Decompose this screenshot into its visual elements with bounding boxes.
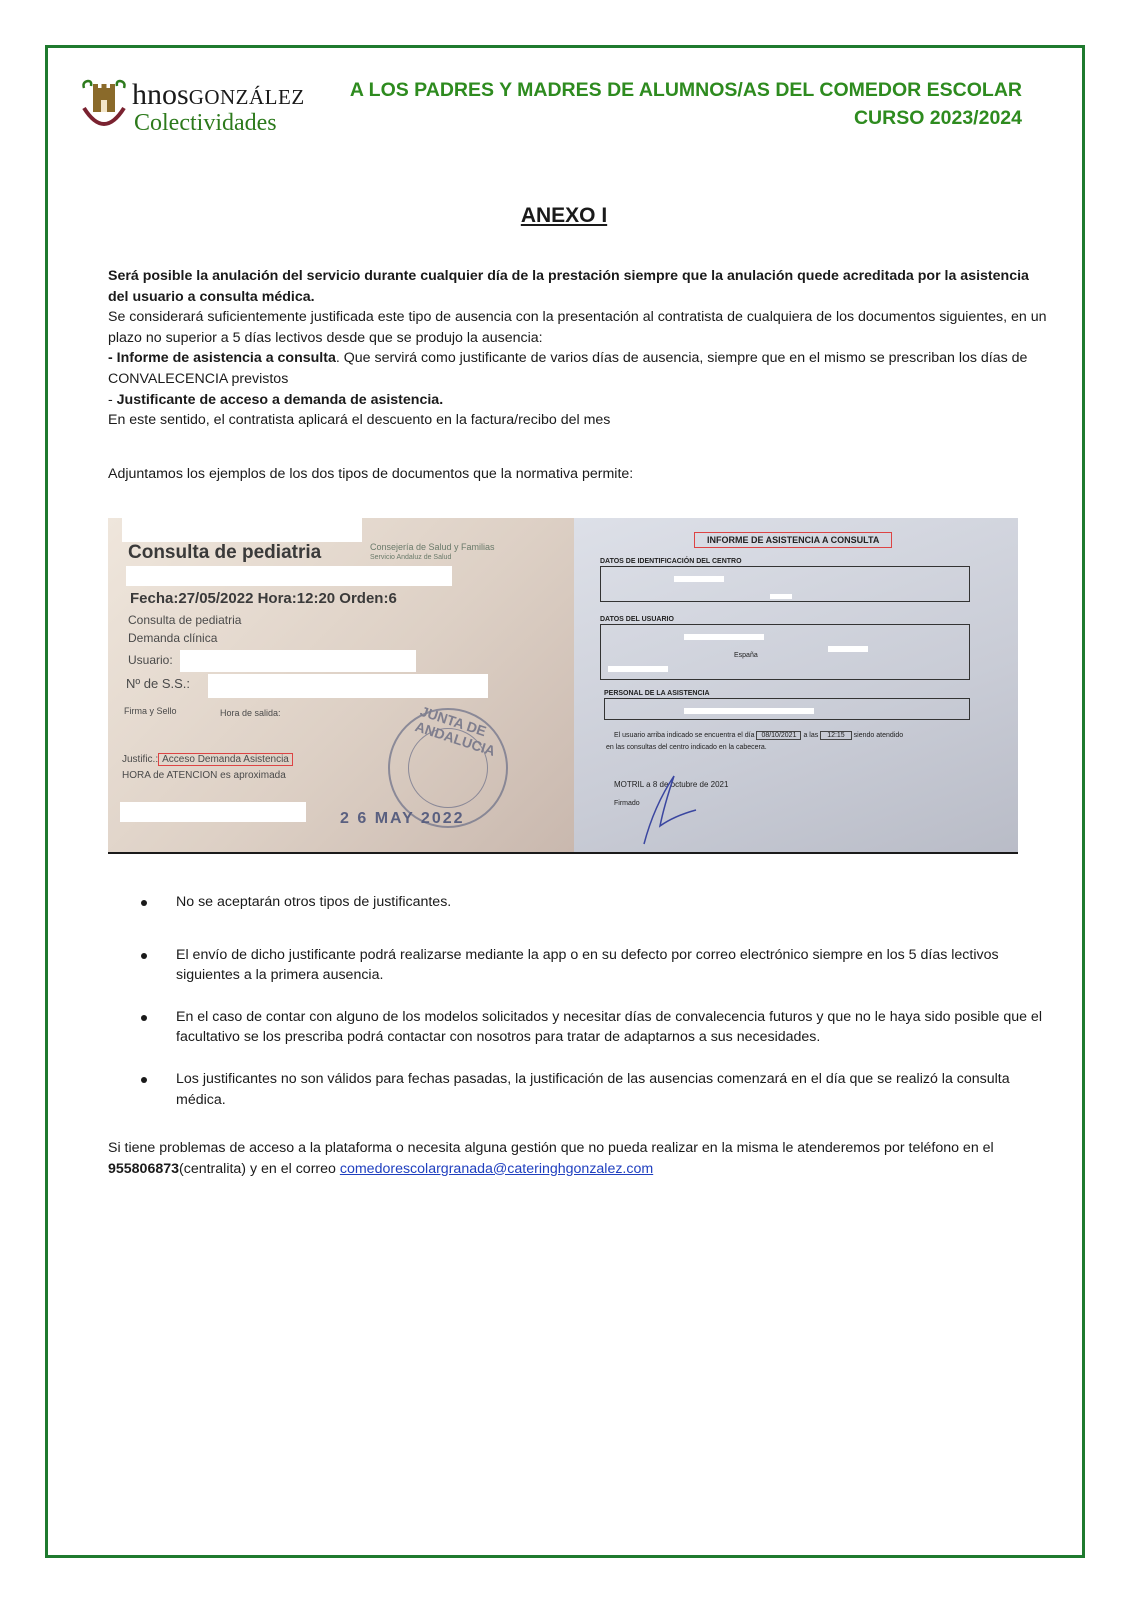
slip-fecha: Fecha:27/05/2022 Hora:12:20 Orden:6 [130, 590, 397, 607]
list-item [108, 892, 1048, 913]
intro-bold-paragraph: Será posible la anulación del servicio durante cualquier día de la prestación siempre que la anulación quede acreditada por la asistencia del usuario a consulta médica. [108, 268, 1029, 305]
report-place-date: MOTRIL a 8 de octubre de 2021 [614, 780, 729, 789]
report-time: 12:15 [820, 731, 852, 740]
contact-text-2: (centralita) y en el correo [179, 1160, 340, 1177]
slip-title: Consulta de pediatria [128, 542, 322, 563]
item-1-label: - Informe de asistencia a consulta [108, 350, 336, 367]
list-item-text: Los justificantes no son válidos para fechas pasadas, la justificación de las ausencias comenzará en el día que se realizó la consulta médica. [176, 1070, 1010, 1108]
redaction-box [608, 666, 668, 672]
list-item [108, 1007, 1048, 1048]
contact-email-link[interactable]: comedorescolargranada@cateringhgonzalez.com [339, 1160, 654, 1177]
redaction-box [208, 674, 488, 698]
attachment-intro: Adjuntamos los ejemplos de los dos tipos de documentos que la normativa permite: [108, 466, 634, 482]
slip-usuario-label: Usuario: [128, 653, 173, 667]
slip-justific-label: Justific.: [122, 754, 159, 765]
contact-text-1: Si tiene problemas de acceso a la plataforma o necesita alguna gestión que no pueda realizar en la misma le atenderemos por teléfono en el [108, 1140, 994, 1156]
list-item [108, 945, 1048, 986]
contact-phone: 955806873 [108, 1160, 180, 1177]
report-title: INFORME DE ASISTENCIA A CONSULTA [694, 532, 892, 548]
discount-paragraph: En este sentido, el contratista aplicará el descuento en la factura/recibo del mes [108, 412, 611, 429]
report-date: 08/10/2021 [756, 731, 801, 740]
annex-title: ANEXO I [520, 204, 608, 227]
example-documents-photo [108, 518, 1018, 852]
redaction-box [684, 634, 764, 640]
list-item [108, 1069, 1048, 1110]
document-heading [350, 76, 1022, 132]
redaction-box [126, 566, 452, 586]
consultation-report-form [574, 518, 1018, 852]
conditions-list [108, 892, 1048, 1131]
bullet-icon [141, 1015, 147, 1021]
seal-text: JUNTA DE ANDALUCIA [413, 702, 498, 760]
section-divider [108, 852, 1018, 854]
list-item-text: No se aceptarán otros tipos de justificantes. [176, 894, 452, 910]
document-item-1 [108, 348, 1048, 389]
redaction-box [122, 518, 362, 542]
intro-paragraph: Se considerará suficientemente justificada este tipo de ausencia con la presentación al contratista de cualquiera de los documentos siguientes, en un plazo no superior a 5 días lectivos desde que se produjo la ausencia: [108, 309, 1047, 346]
contact-paragraph [108, 1138, 1048, 1179]
slip-firma: Firma y Sello [124, 706, 177, 716]
bullet-icon [141, 953, 147, 959]
date-stamp: 2 6 MAY 2022 [340, 810, 465, 827]
list-item-text: En el caso de contar con alguno de los modelos solicitados y necesitar días de convalecencia futuros y que no le haya sido posible que el facultativo se los prescriba podrá contactar con nosotros para tratar de adaptarnos a sus necesidades. [176, 1008, 1042, 1046]
redaction-box [674, 576, 724, 582]
bullet-icon [141, 900, 147, 906]
bullet-icon [141, 1077, 147, 1083]
intro-section [108, 266, 1048, 431]
slip-hora-salida: Hora de salida: [220, 708, 281, 718]
report-country: España [734, 652, 758, 659]
redaction-box [180, 650, 416, 672]
slip-dept-2: Servicio Andaluz de Salud [370, 554, 452, 561]
redaction-box [770, 594, 792, 599]
slip-justific-line [122, 754, 293, 765]
list-item-text: El envío de dicho justificante podrá realizarse mediante la app o en su defecto por correo electrónico siempre en los 5 días lectivos siguientes a la primera ausencia. [176, 946, 999, 984]
logo-hnos-text: hnos [132, 78, 189, 111]
slip-demanda: Demanda clínica [128, 631, 218, 645]
report-section-centre: DATOS DE IDENTIFICACIÓN DEL CENTRO [600, 558, 742, 565]
report-attended: siendo atendido [853, 732, 904, 739]
heading-line-1: A LOS PADRES Y MADRES DE ALUMNOS/AS DEL COMEDOR ESCOLAR [349, 79, 1022, 101]
slip-consulta: Consulta de pediatria [128, 613, 242, 627]
report-section-user: DATOS DEL USUARIO [600, 616, 674, 623]
slip-dept-1: Consejería de Salud y Familias [370, 542, 495, 552]
logo-subtitle: Colectividades [134, 110, 277, 136]
item-2-label: Justificante de acceso a demanda de asistencia. [116, 391, 444, 408]
pediatric-appointment-slip [108, 518, 574, 852]
signature-icon [634, 766, 704, 846]
report-attendance-text: El usuario arriba indicado se encuentra el día [614, 732, 755, 739]
heading-line-2: CURSO 2023/2024 [853, 107, 1022, 129]
item-1-text: . Que servirá como justificante de varios días de ausencia, siempre que en el mismo se prescriban los días de CONVALECENCIA previstos [108, 350, 1028, 387]
redaction-box [828, 646, 868, 652]
slip-hora-atencion: HORA de ATENCION es aproximada [122, 770, 286, 781]
slip-acceso-value: Acceso Demanda Asistencia [158, 753, 293, 766]
castle-crest-icon [80, 78, 128, 138]
item-2-prefix: - [108, 391, 117, 408]
slip-nss-label: Nº de S.S.: [126, 676, 190, 691]
logo-brand-text: GONZÁLEZ [188, 85, 305, 109]
redaction-box [684, 708, 814, 714]
report-signed: Firmado [614, 800, 640, 807]
redaction-box [120, 802, 306, 822]
report-at: a las [803, 732, 819, 739]
document-item-2 [108, 390, 1048, 411]
company-logo [80, 78, 320, 140]
report-attendance-line [614, 732, 903, 739]
logo-wordmark [132, 80, 305, 112]
report-section-staff: PERSONAL DE LA ASISTENCIA [604, 690, 710, 697]
report-attendance-cont: en las consultas del centro indicado en la cabecera. [606, 744, 767, 751]
